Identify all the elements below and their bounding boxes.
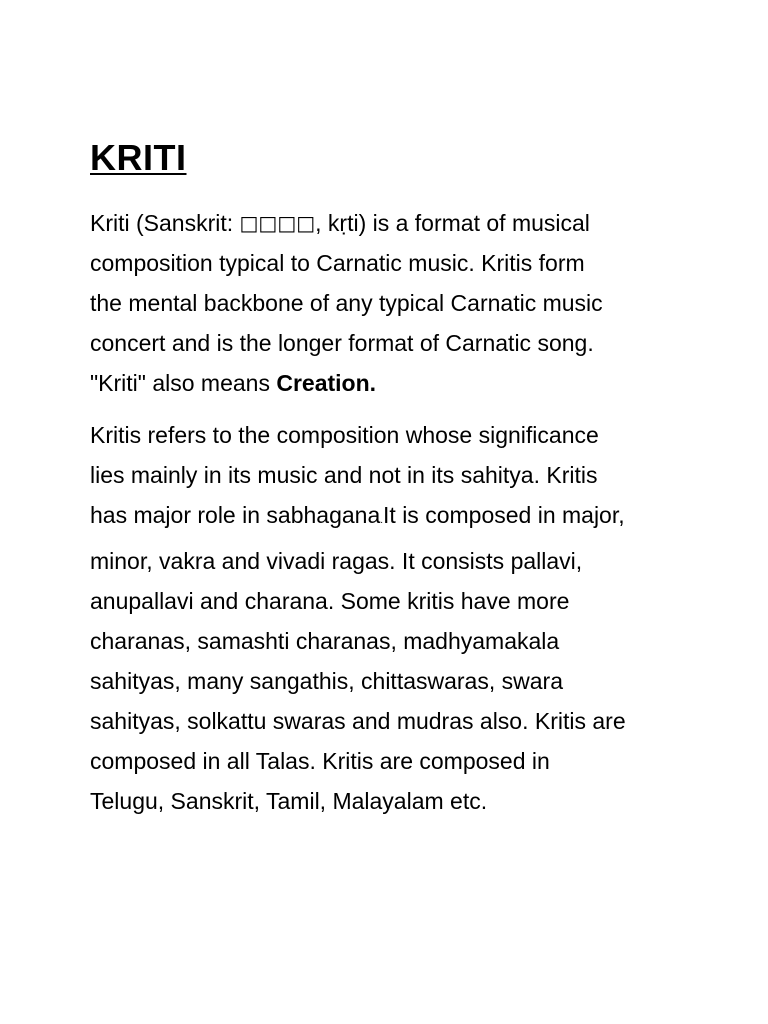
body-line-5: anupallavi and charana. Some kritis have more [90, 588, 570, 614]
intro-line-2: composition typical to Carnatic music. Kritis form [90, 250, 585, 276]
body-line-3-end: It is composed in major, [383, 502, 625, 528]
intro-line-4: concert and is the longer format of Carnatic song. [90, 330, 594, 356]
body-line-8: sahityas, solkattu swaras and mudras also. Kritis are [90, 708, 626, 734]
body-line-3-start: has major role in sabhagana [90, 502, 381, 528]
intro-line-1-start: Kriti (Sanskrit: [90, 210, 240, 236]
body-line-3 [90, 495, 690, 541]
sanskrit-script-glyphs: □□□□ [239, 211, 316, 235]
creation-emphasis: Creation. [276, 370, 377, 396]
intro-line-5 [90, 363, 690, 403]
body-line-7: sahityas, many sangathis, chittaswaras, swara [90, 668, 563, 694]
body-line-1: Kritis refers to the composition whose significance [90, 422, 599, 448]
intro-line-3: the mental backbone of any typical Carnatic music [90, 290, 603, 316]
body-line-9: composed in all Talas. Kritis are composed in [90, 748, 550, 774]
small-period: . [380, 515, 384, 526]
document-title: KRITI [90, 137, 187, 178]
intro-line-1 [90, 203, 690, 243]
intro-line-1-end: , kṛti) is a format of musical [315, 210, 590, 236]
body-line-2: lies mainly in its music and not in its sahitya. Kritis [90, 462, 598, 488]
body-line-6: charanas, samashti charanas, madhyamakala [90, 628, 560, 654]
intro-paragraph [90, 203, 690, 403]
intro-line-5-start: "Kriti" also means [90, 370, 277, 396]
body-line-10: Telugu, Sanskrit, Tamil, Malayalam etc. [90, 788, 488, 814]
body-line-4: minor, vakra and vivadi ragas. It consists pallavi, [90, 548, 583, 574]
body-paragraph [90, 415, 690, 821]
